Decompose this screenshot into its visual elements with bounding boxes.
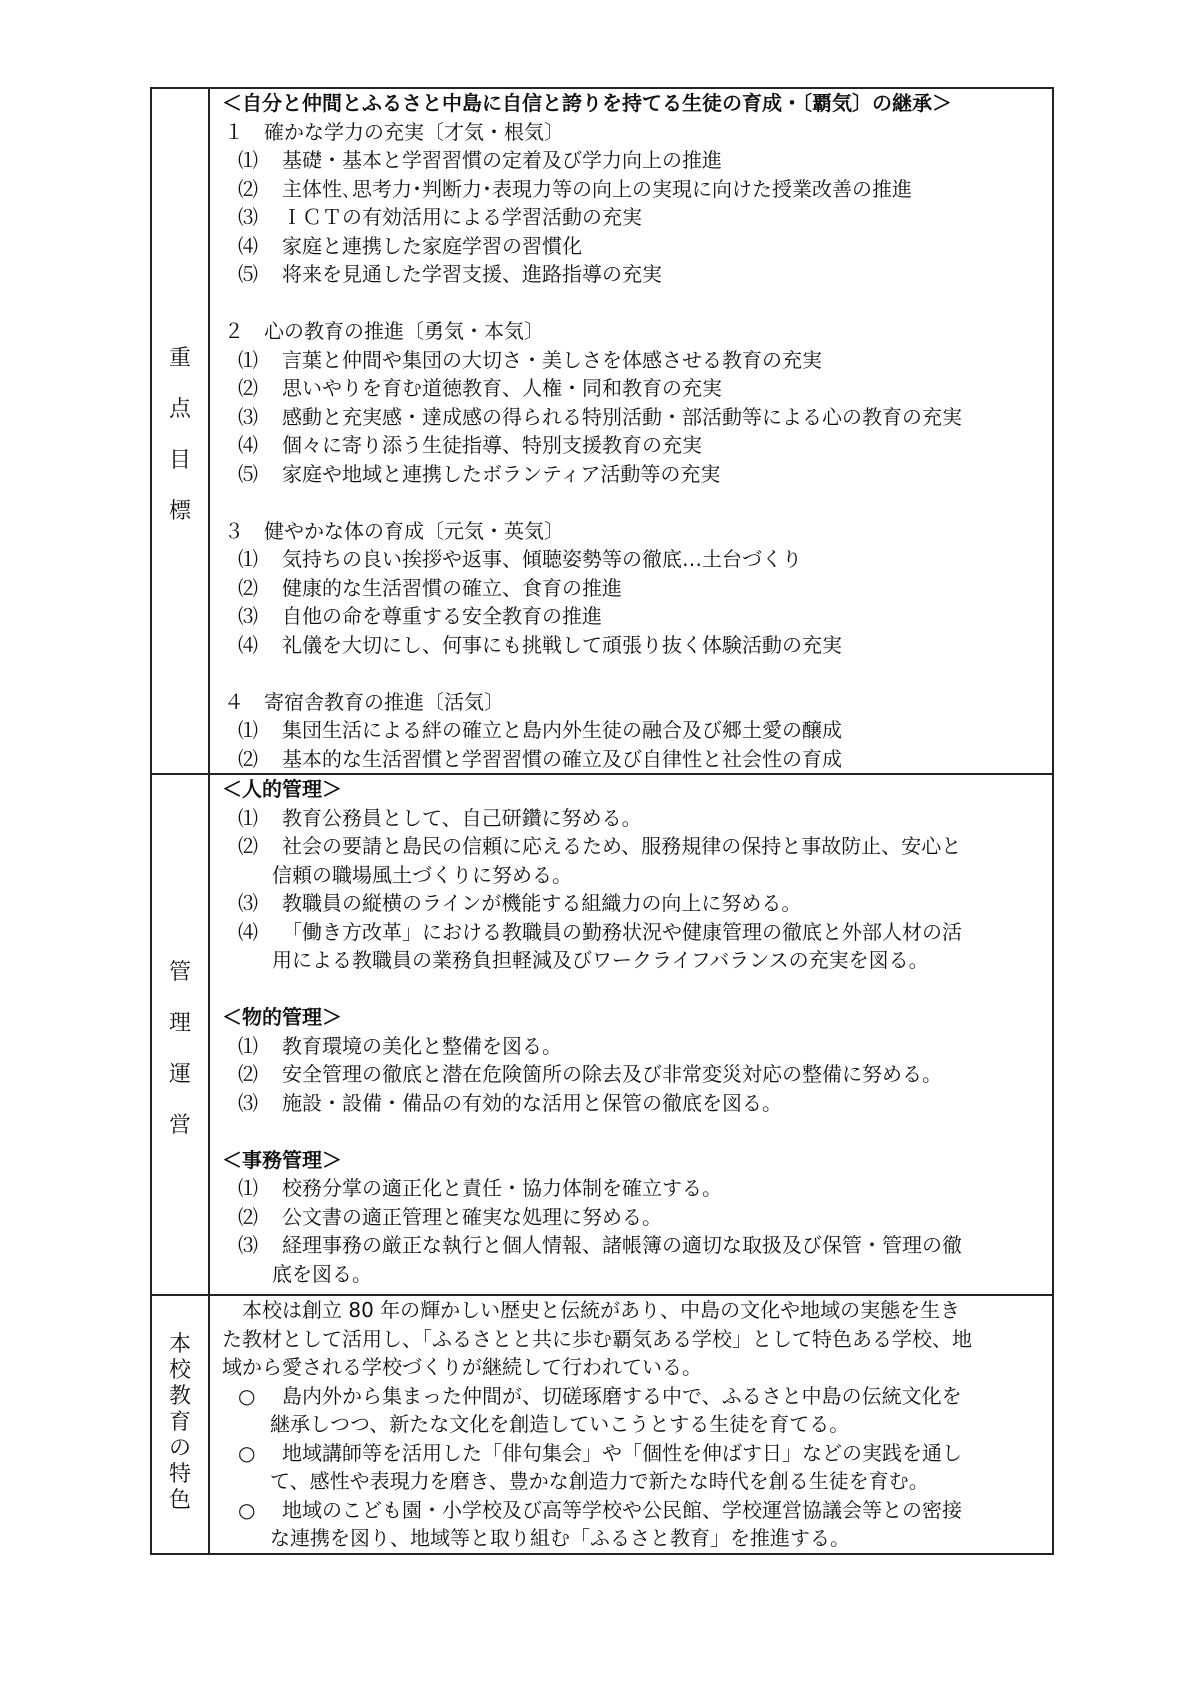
list-item: [222, 260, 1046, 289]
item-number: ⑷: [238, 632, 258, 657]
item-number: ⑴: [238, 1176, 258, 1200]
focus-goals-content-cell: [209, 88, 1053, 774]
list-item: [222, 175, 1046, 204]
label-char: 運: [168, 1062, 191, 1087]
item-text: 健康的な生活習慣の確立、食育の推進: [282, 575, 622, 600]
item-number: ⑶: [238, 404, 258, 429]
item-text: 安全管理の徹底と潜在危険箇所の除去及び非常変災対応の整備に努める。: [282, 1062, 942, 1086]
item-number: ⑶: [238, 1090, 258, 1115]
list-item: [222, 631, 1046, 660]
item-text: 教育環境の美化と整備を図る。: [282, 1033, 562, 1058]
physical-management-heading: ＜物的管理＞: [222, 1005, 342, 1029]
item-text: 将来を見通した学習支援、進路指導の充実: [282, 262, 662, 286]
focus-heading: ＜自分と仲間とふるさと中島に自信と誇りを持てる生徒の育成・〔覇気〕の継承＞: [222, 91, 952, 115]
list-item: [222, 403, 1046, 432]
list-item: [222, 460, 1046, 489]
features-label: [152, 1332, 208, 1514]
bullet-text: 地域のこども園・小学校及び高等学校や公民館、学校運営協議会等との密接: [282, 1497, 962, 1522]
item-number: ⑵: [238, 746, 258, 771]
label-char: 色: [168, 1488, 191, 1513]
item-text: 社会の要請と島民の信頼に応えるため、服務規律の保持と事故防止、安心と: [282, 834, 962, 858]
list-item: [222, 374, 1046, 403]
list-item: [222, 431, 1046, 460]
list-item: [222, 602, 1046, 631]
item-text: 家庭と連携した家庭学習の習慣化: [282, 233, 582, 258]
item-text-continued: 底を図る。: [272, 1261, 372, 1286]
features-row: [151, 1295, 1053, 1554]
bullet-text: 地域講師等を活用した「俳句集会」や「個性を伸ばす日」などの実践を通し: [282, 1440, 962, 1465]
circle-bullet-icon: ○: [238, 1440, 256, 1465]
item-text: 「働き方改革」における教職員の勤務状況や健康管理の徹底と外部人材の活: [282, 919, 962, 944]
label-char: 営: [168, 1113, 191, 1138]
list-item: [222, 146, 1046, 175]
list-item: [222, 745, 1046, 774]
item-text: 公文書の適正管理と確実な処理に努める。: [282, 1204, 662, 1229]
item-number: ⑷: [238, 233, 258, 258]
management-row: [151, 774, 1053, 1295]
item-text: 基本的な生活習慣と学習習慣の確立及び自律性と社会性の育成: [282, 746, 842, 771]
focus-goals-row: [151, 88, 1053, 774]
label-char: 校: [168, 1358, 191, 1383]
item-number: ⑵: [238, 376, 258, 400]
item-number: ⑸: [238, 461, 258, 486]
circle-bullet-icon: ○: [238, 1383, 256, 1408]
label-char: の: [168, 1436, 191, 1461]
item-text: 校務分掌の適正化と責任・協力体制を確立する。: [282, 1176, 722, 1200]
item-text: 気持ちの良い挨拶や返事、傾聴姿勢等の徹底…土台づくり: [282, 547, 802, 571]
item-number: ⑷: [238, 919, 258, 944]
item-number: ⑴: [238, 718, 258, 742]
management-label: [152, 955, 208, 1139]
item-number: ⑵: [238, 176, 258, 201]
item-number: ⑶: [238, 1233, 258, 1257]
section-title: １ 確かな学力の充実〔才気・根気〕: [224, 119, 564, 144]
list-item: [222, 1174, 1046, 1203]
feature-bullet: [222, 1439, 1046, 1468]
label-char: 教: [168, 1384, 191, 1409]
item-number: ⑷: [238, 433, 258, 457]
label-char: 点: [168, 397, 191, 422]
label-char: 管: [168, 960, 191, 985]
item-text-continued: 用による教職員の業務負担軽減及びワークライフバランスの充実を図る。: [272, 948, 929, 972]
item-text: 施設・設備・備品の有効的な活用と保管の徹底を図る。: [282, 1090, 782, 1115]
label-char: 理: [168, 1011, 191, 1036]
list-item: [222, 574, 1046, 603]
section-title: ３ 健やかな体の育成〔元気・英気〕: [224, 518, 564, 543]
office-management-heading: ＜事務管理＞: [222, 1147, 342, 1172]
bullet-text-continued: て、感性や表現力を磨き、豊かな創造力で新たな時代を創る生徒を育む。: [270, 1469, 929, 1493]
item-number: ⑴: [238, 1033, 258, 1058]
list-item: [222, 346, 1046, 375]
item-text: 個々に寄り添う生徒指導、特別支援教育の充実: [282, 433, 702, 457]
label-char: 標: [168, 499, 191, 524]
item-number: ⑴: [238, 148, 258, 172]
item-text: 教職員の縦横のラインが機能する組織力の向上に努める。: [282, 891, 802, 915]
item-text: 思いやりを育む道徳教育、人権・同和教育の充実: [282, 376, 722, 400]
features-content-cell: [209, 1295, 1053, 1554]
label-char: 目: [168, 448, 191, 473]
features-label-cell: [151, 1295, 209, 1554]
list-item: [222, 804, 1046, 833]
item-number: ⑶: [238, 891, 258, 915]
item-number: ⑵: [238, 834, 258, 858]
item-number: ⑵: [238, 1062, 258, 1086]
feature-bullet: [222, 1496, 1046, 1525]
item-text: 家庭や地域と連携したボランティア活動等の充実: [282, 461, 721, 486]
bullet-text-continued: 継承しつつ、新たな文化を創造していこうとする生徒を育てる。: [270, 1412, 850, 1436]
item-number: ⑶: [238, 604, 258, 628]
item-text: 集団生活による絆の確立と島内外生徒の融合及び郷土愛の醸成: [282, 718, 842, 742]
intro-line: 域から愛される学校づくりが継続して行われている。: [222, 1355, 702, 1379]
management-content-cell: [209, 774, 1053, 1295]
bullet-text-continued: な連携を図り、地域等と取り組む「ふるさと教育」を推進する。: [270, 1526, 850, 1550]
item-text: 教育公務員として、自己研鑽に努める。: [282, 805, 642, 830]
list-item: [222, 832, 1046, 861]
list-item: [222, 1089, 1046, 1118]
item-text-continued: 信頼の職場風土づくりに努める。: [272, 862, 572, 887]
feature-bullet: [222, 1382, 1046, 1411]
item-text: 主体性､思考力･判断力･表現力等の向上の実現に向けた授業改善の推進: [282, 176, 912, 201]
item-number: ⑴: [238, 547, 258, 571]
item-number: ⑴: [238, 347, 258, 372]
list-item: [222, 232, 1046, 261]
intro-line: た教材として活用し、「ふるさとと共に歩む覇気ある学校」として特色ある学校、地: [222, 1326, 972, 1351]
item-text: 経理事務の厳正な執行と個人情報、諸帳簿の適切な取扱及び保管・管理の徹: [282, 1233, 962, 1257]
human-management-heading: ＜人的管理＞: [222, 777, 342, 801]
item-text: 基礎・基本と学習習慣の定着及び学力向上の推進: [282, 148, 722, 172]
focus-goals-label-cell: [151, 88, 209, 774]
list-item: [222, 1032, 1046, 1061]
focus-goals-label: [152, 341, 208, 525]
section-title: ４ 寄宿舎教育の推進〔活気〕: [224, 689, 504, 714]
section-title: ２ 心の教育の推進〔勇気・本気〕: [224, 319, 544, 343]
label-char: 特: [168, 1462, 191, 1487]
bullet-text: 島内外から集まった仲間が、切磋琢磨する中で、ふるさと中島の伝統文化を: [282, 1383, 962, 1408]
item-text: ＩＣＴの有効活用による学習活動の充実: [282, 205, 642, 229]
label-char: 本: [168, 1332, 191, 1357]
item-number: ⑵: [238, 575, 258, 600]
item-text: 自他の命を尊重する安全教育の推進: [282, 604, 602, 628]
item-number: ⑵: [238, 1204, 258, 1229]
item-text: 感動と充実感・達成感の得られる特別活動・部活動等による心の教育の充実: [282, 404, 962, 429]
intro-line: 本校は創立 80 年の輝かしい歴史と伝統があり、中島の文化や地域の実態を生き: [242, 1298, 961, 1322]
list-item: [222, 545, 1046, 574]
list-item: [222, 716, 1046, 745]
item-number: ⑴: [238, 805, 258, 830]
list-item: [222, 1203, 1046, 1232]
management-label-cell: [151, 774, 209, 1295]
list-item: [222, 1231, 1046, 1260]
list-item: [222, 1060, 1046, 1089]
item-number: ⑶: [238, 205, 258, 229]
list-item: [222, 203, 1046, 232]
label-char: 重: [168, 346, 191, 371]
school-plan-table: [150, 87, 1054, 1555]
label-char: 育: [168, 1410, 191, 1435]
item-text: 礼儀を大切にし、何事にも挑戦して頑張り抜く体験活動の充実: [282, 632, 842, 657]
circle-bullet-icon: ○: [238, 1497, 256, 1522]
item-number: ⑸: [238, 262, 258, 286]
list-item: [222, 918, 1046, 947]
list-item: [222, 889, 1046, 918]
item-text: 言葉と仲間や集団の大切さ・美しさを体感させる教育の充実: [282, 347, 822, 372]
